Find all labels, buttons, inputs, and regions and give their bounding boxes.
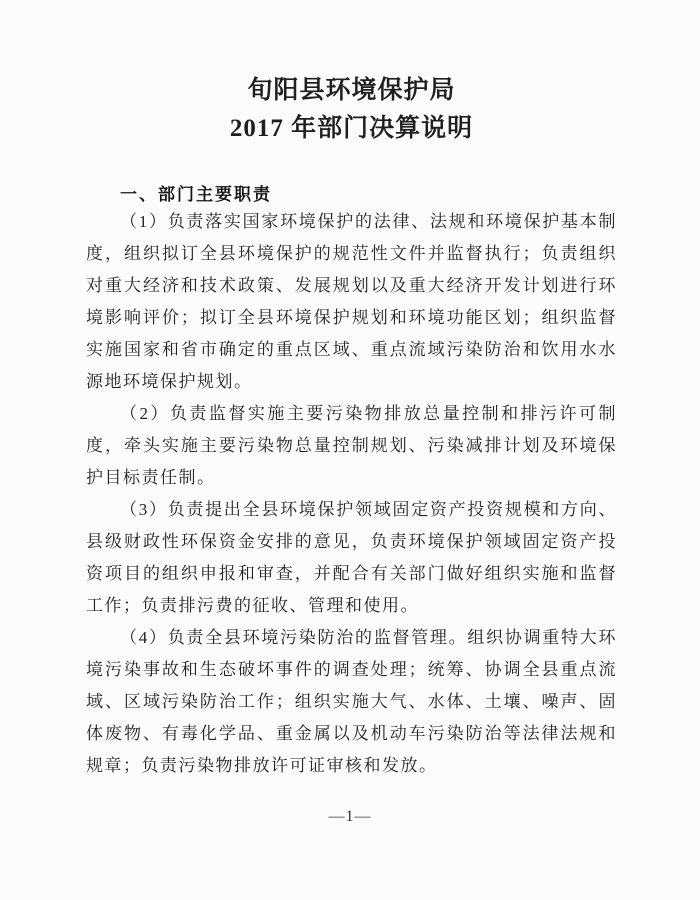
paragraph-duty-3: （3）负责提出全县环境保护领域固定资产投资规模和方向、县级财政性环保资金安排的意见，负责环境保护领域固定资产投资项目的组织申报和审查，并配合有关部门做好组织实施和监督工作；负责排污费的征收、管理和使用。	[86, 500, 617, 615]
document-content	[86, 0, 617, 782]
page-number: —1—	[328, 808, 372, 825]
paragraph-duty-1: （1）负责落实国家环境保护的法律、法规和环境保护基本制度，组织拟订全县环境保护的规范性文件并监督执行；负责组织对重大经济和技术政策、发展规划以及重大经济开发计划进行环境影响评价；拟订全县环境保护规划和环境功能区划；组织监督实施国家和省市确定的重点区域、重点流域污染防治和饮用水水源地环境保护规划。	[86, 212, 617, 391]
section-heading-main-duties: 一、部门主要职责	[120, 185, 272, 204]
paragraph-duty-2: （2）负责监督实施主要污染物排放总量控制和排污许可制度，牵头实施主要污染物总量控制规划、污染减排计划及环境保护目标责任制。	[86, 404, 617, 487]
document-body	[86, 206, 617, 782]
document-title-line1: 旬阳县环境保护局	[247, 77, 456, 104]
document-title-line2: 2017 年部门决算说明	[229, 115, 474, 142]
paragraph-duty-4: （4）负责全县环境污染防治的监督管理。组织协调重特大环境污染事故和生态破坏事件的调查处理；统筹、协调全县重点流域、区域污染防治工作；组织实施大气、水体、土壤、噪声、固体废物、有毒化学品、重金属以及机动车污染防治等法律法规和规章；负责污染物排放许可证审核和发放。	[86, 628, 617, 775]
document-title	[86, 72, 617, 148]
